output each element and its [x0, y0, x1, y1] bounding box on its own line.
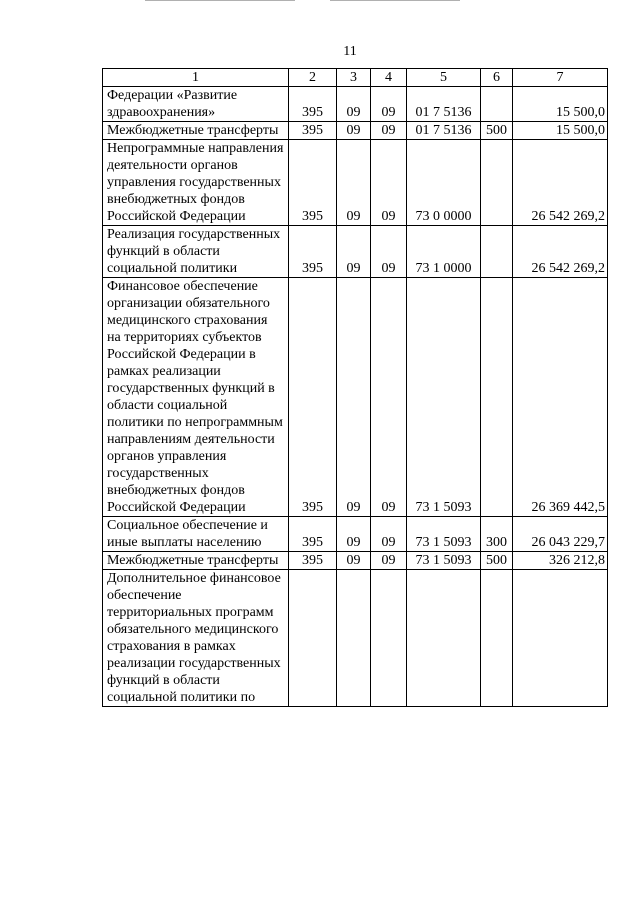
table-row — [103, 278, 608, 517]
gr-cell: 395 — [289, 140, 337, 226]
pr-cell: 09 — [371, 278, 407, 517]
column-header: 2 — [289, 69, 337, 87]
sum-cell: 26 369 442,5 — [513, 278, 608, 517]
rz-cell: 09 — [337, 517, 371, 552]
row-name-cell: Социальное обеспечение и иные выплаты населению — [103, 517, 289, 552]
csr-cell: 73 0 0000 — [407, 140, 481, 226]
gr-cell: 395 — [289, 552, 337, 570]
vr-cell — [481, 140, 513, 226]
vr-cell — [481, 570, 513, 707]
table-row — [103, 226, 608, 278]
row-name-cell: Федерации «Развитие здравоохранения» — [103, 87, 289, 122]
row-name-cell: Непрограммные направления деятельности органов управления государственных внебюджетных фондов Российской Федерации — [103, 140, 289, 226]
row-name-cell: Межбюджетные трансферты — [103, 122, 289, 140]
csr-cell: 73 1 5093 — [407, 517, 481, 552]
rz-cell: 09 — [337, 87, 371, 122]
table-row — [103, 87, 608, 122]
gr-cell: 395 — [289, 226, 337, 278]
table-row — [103, 140, 608, 226]
vr-cell: 500 — [481, 122, 513, 140]
table-row — [103, 517, 608, 552]
row-name-cell: Финансовое обеспечение организации обязательного медицинского страхования на территориях субъектов Российской Федерации в рамках реализации государственных функций в области социальной политики по непрограммным направлениям деятельности органов управления государственных внебюджетных фондов Российской Федерации — [103, 278, 289, 517]
vr-cell — [481, 226, 513, 278]
pr-cell: 09 — [371, 517, 407, 552]
rz-cell: 09 — [337, 140, 371, 226]
vr-cell: 500 — [481, 552, 513, 570]
column-header: 7 — [513, 69, 608, 87]
sum-cell: 15 500,0 — [513, 122, 608, 140]
sum-cell: 26 542 269,2 — [513, 140, 608, 226]
rz-cell — [337, 570, 371, 707]
vr-cell — [481, 87, 513, 122]
csr-cell: 01 7 5136 — [407, 87, 481, 122]
row-name-cell: Реализация государственных функций в области социальной политики — [103, 226, 289, 278]
row-name-cell: Межбюджетные трансферты — [103, 552, 289, 570]
rz-cell: 09 — [337, 552, 371, 570]
sum-cell: 26 542 269,2 — [513, 226, 608, 278]
top-edge-rule — [145, 0, 295, 1]
gr-cell — [289, 570, 337, 707]
pr-cell: 09 — [371, 552, 407, 570]
vr-cell — [481, 278, 513, 517]
csr-cell: 73 1 5093 — [407, 552, 481, 570]
column-header: 3 — [337, 69, 371, 87]
pr-cell: 09 — [371, 122, 407, 140]
top-edge-rule — [330, 0, 460, 1]
csr-cell: 73 1 0000 — [407, 226, 481, 278]
page-number: 11 — [343, 44, 357, 59]
column-header: 5 — [407, 69, 481, 87]
gr-cell: 395 — [289, 87, 337, 122]
rz-cell: 09 — [337, 226, 371, 278]
csr-cell — [407, 570, 481, 707]
column-header: 6 — [481, 69, 513, 87]
rz-cell: 09 — [337, 278, 371, 517]
sum-cell: 15 500,0 — [513, 87, 608, 122]
budget-table — [102, 68, 608, 707]
sum-cell: 326 212,8 — [513, 552, 608, 570]
pr-cell: 09 — [371, 140, 407, 226]
csr-cell: 01 7 5136 — [407, 122, 481, 140]
table-row — [103, 552, 608, 570]
pr-cell: 09 — [371, 87, 407, 122]
pr-cell — [371, 570, 407, 707]
gr-cell: 395 — [289, 278, 337, 517]
row-name-cell: Дополнительное финансовое обеспечение территориальных программ обязательного медицинского страхования в рамках реализации государственных функций в области социальной политики по — [103, 570, 289, 707]
sum-cell: 26 043 229,7 — [513, 517, 608, 552]
table-row — [103, 570, 608, 707]
column-header: 4 — [371, 69, 407, 87]
gr-cell: 395 — [289, 122, 337, 140]
vr-cell: 300 — [481, 517, 513, 552]
pr-cell: 09 — [371, 226, 407, 278]
gr-cell: 395 — [289, 517, 337, 552]
csr-cell: 73 1 5093 — [407, 278, 481, 517]
column-header: 1 — [103, 69, 289, 87]
sum-cell — [513, 570, 608, 707]
table-header-row — [103, 69, 608, 87]
table-row — [103, 122, 608, 140]
rz-cell: 09 — [337, 122, 371, 140]
